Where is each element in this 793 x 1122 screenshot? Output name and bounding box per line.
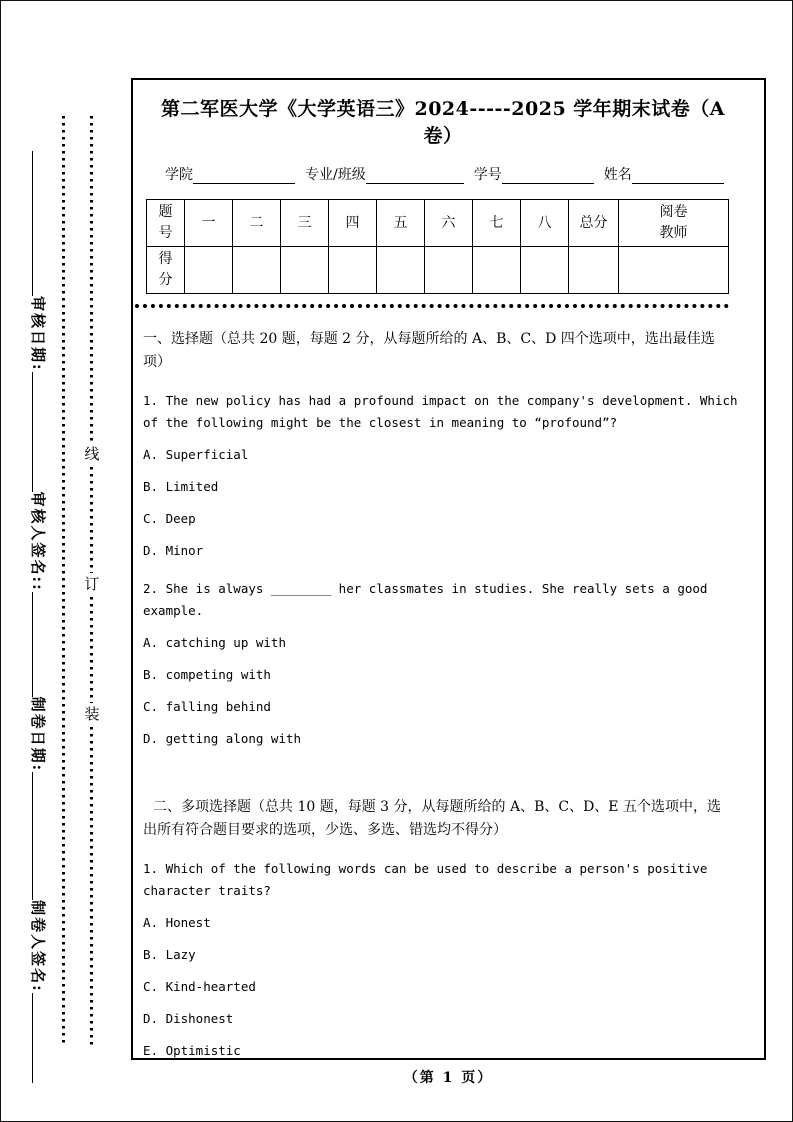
option-item: D. Minor (143, 543, 204, 558)
option-item: C. Kind-hearted (143, 979, 256, 994)
score-row-header: 得分 (147, 247, 185, 294)
binding-char-xian: 线 (84, 445, 100, 463)
option-item: B. Lazy (143, 947, 196, 962)
binding-dotted-line-outer (90, 597, 93, 703)
section-heading: 二、多项选择题（总共 10 题，每题 3 分，从每题所给的 A、B、C、D、E 五个选项中，选出所有符合题目要求的选项，少选、多选、错选均不得分） (143, 799, 721, 838)
section-multiple-choice (143, 328, 743, 750)
score-table-header-row (147, 200, 729, 247)
review-date-label: 审核日期: (29, 296, 47, 372)
score-cell (425, 247, 473, 294)
fill-in-blank (502, 168, 594, 184)
fill-in-blank (193, 168, 295, 184)
score-cell (473, 247, 521, 294)
name-label: 姓名 (603, 167, 632, 183)
section-multi-select (143, 796, 743, 1062)
option-item: C. Deep (143, 511, 196, 526)
score-table-col: 六 (425, 200, 473, 247)
option-item: D. Dishonest (143, 1011, 234, 1026)
signature-blank-line (32, 592, 33, 697)
signature-blank-line (32, 372, 33, 492)
score-table (146, 199, 729, 294)
student-id-label: 学号 (473, 167, 502, 183)
score-cell (329, 247, 377, 294)
fill-in-blank (632, 168, 724, 184)
score-table-col: 四 (329, 200, 377, 247)
signature-blank-line (32, 772, 33, 900)
score-cell (377, 247, 425, 294)
binding-dotted-line-inner (62, 116, 65, 1047)
section-heading: 一、选择题（总共 20 题，每题 2 分，从每题所给的 A、B、C、D 四个选项中，选出最佳选项） (143, 331, 715, 370)
dotted-separator (135, 304, 729, 308)
option-item: B. Limited (143, 479, 219, 494)
score-table-col-total: 总分 (569, 200, 619, 247)
paper-date-label: 制卷日期: (29, 696, 47, 773)
score-cell (185, 247, 233, 294)
score-table-col: 五 (377, 200, 425, 247)
score-table-col: 三 (281, 200, 329, 247)
student-id-field (474, 164, 594, 184)
option-item: D. getting along with (143, 731, 302, 746)
option-item: A. Honest (143, 915, 211, 930)
score-cell (521, 247, 569, 294)
question-text: 1. The new policy has had a profound impact on the company's development. Which of the following might be the closest in meaning to “profound”? (143, 393, 738, 430)
exam-title: 第二军医大学《大学英语三》2024-----2025 学年期末试卷（A 卷） (160, 98, 726, 147)
score-cell (281, 247, 329, 294)
grader-label: 阅卷教师 (659, 204, 688, 241)
option-item: B. competing with (143, 667, 271, 682)
exam-sheet (131, 78, 766, 1060)
binding-char-ding: 订 (84, 575, 100, 593)
score-table-col-grader (619, 200, 729, 247)
score-cell (233, 247, 281, 294)
question-number-row-header: 题号 (147, 200, 185, 247)
page-number-footer: （第 1 页） (403, 1070, 494, 1086)
score-table-score-row (147, 247, 729, 294)
question-text: 2. She is always ________ her classmates in studies. She really sets a good example. (143, 581, 708, 618)
option-item: A. catching up with (143, 635, 286, 650)
major-class-field (305, 164, 464, 184)
name-field (604, 164, 724, 184)
signature-blank-line (32, 993, 33, 1083)
option-item: C. falling behind (143, 699, 271, 714)
reviewer-signature-label: 审核人签名:: (29, 491, 47, 592)
score-table-col: 七 (473, 200, 521, 247)
college-label: 学院 (165, 167, 193, 183)
question-block (143, 390, 743, 562)
binding-margin-strip (28, 151, 48, 1051)
score-table-col: 一 (185, 200, 233, 247)
question-block (143, 858, 743, 1062)
binding-dotted-line-outer (90, 727, 93, 1047)
question-block (143, 578, 743, 750)
fill-in-blank (366, 168, 464, 184)
binding-dotted-line-outer (90, 467, 93, 573)
college-field (165, 164, 295, 184)
paper-maker-signature-label: 制卷人签名: (29, 900, 47, 993)
binding-dotted-line-outer (90, 116, 93, 442)
binding-char-zhuang: 装 (84, 705, 100, 723)
major-class-label: 专业/班级 (305, 167, 366, 183)
student-info-row (165, 164, 743, 184)
option-item: E. Optimistic (143, 1043, 241, 1058)
signature-blank-line (32, 151, 33, 296)
score-cell (569, 247, 619, 294)
question-text: 1. Which of the following words can be used to describe a person's positive character traits? (143, 861, 708, 898)
option-item: A. Superficial (143, 447, 249, 462)
score-cell (619, 247, 729, 294)
score-table-col: 八 (521, 200, 569, 247)
score-table-col: 二 (233, 200, 281, 247)
